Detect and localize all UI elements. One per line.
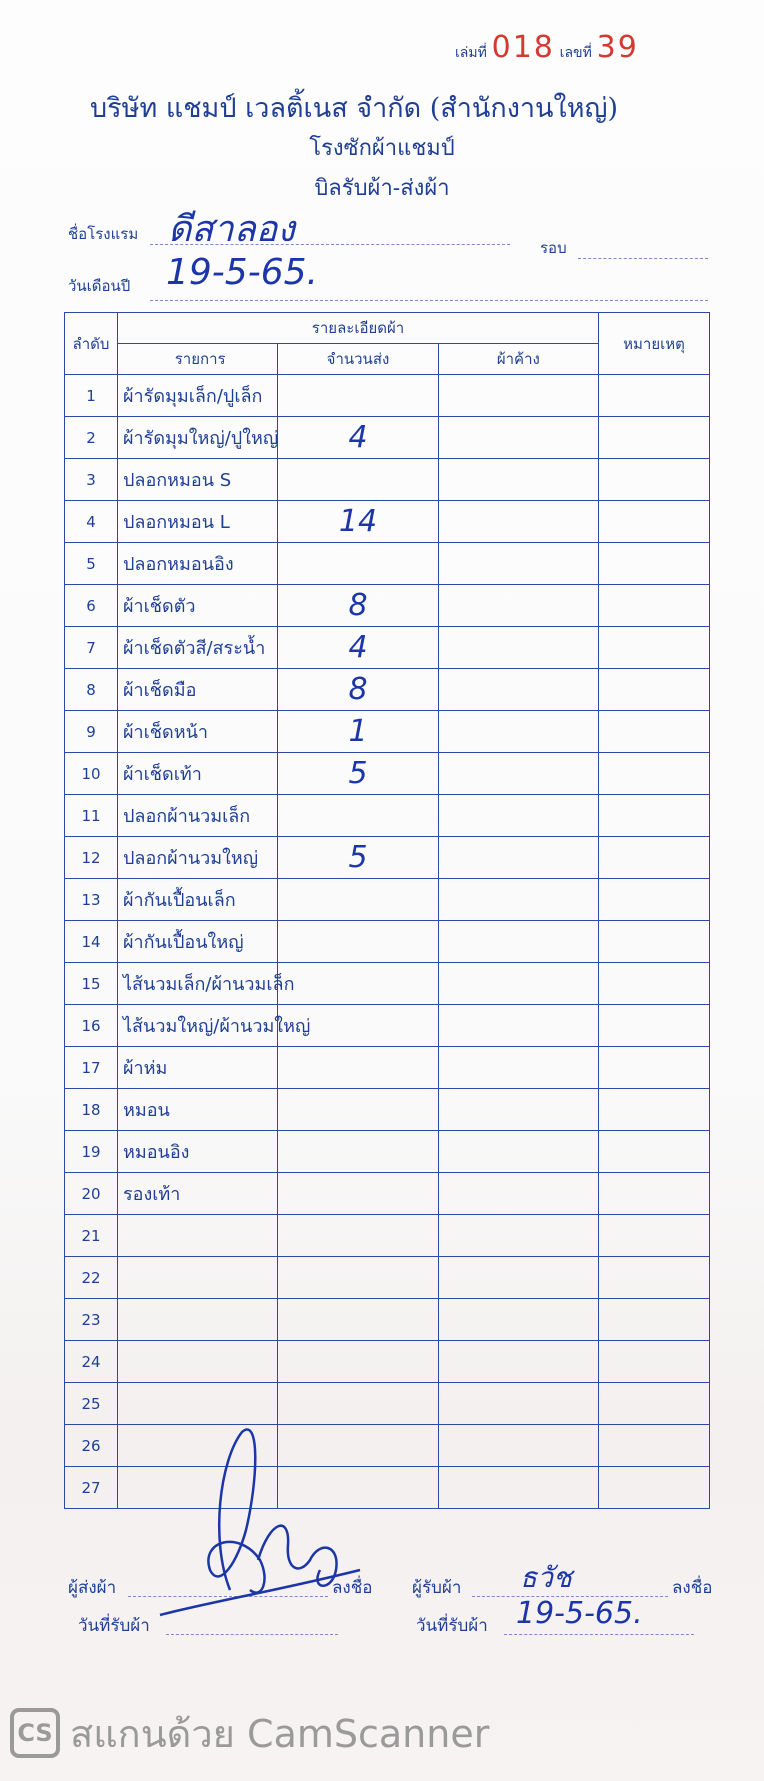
laundry-name: โรงซักผ้าแชมป์	[309, 136, 455, 161]
row-quantity	[278, 1173, 438, 1215]
row-note	[599, 879, 710, 921]
row-pending	[438, 795, 598, 837]
header-item: รายการ	[118, 344, 278, 375]
header-qty: จำนวนส่ง	[278, 344, 438, 375]
row-item	[118, 1215, 278, 1257]
row-pending	[438, 1299, 598, 1341]
table-row	[65, 501, 710, 543]
row-quantity	[278, 585, 438, 627]
row-number: 7	[65, 627, 118, 669]
table-row	[65, 669, 710, 711]
row-quantity	[278, 627, 438, 669]
table-row	[65, 795, 710, 837]
row-item: ปลอกผ้านวมเล็ก	[118, 795, 278, 837]
row-quantity	[278, 837, 438, 879]
row-note	[599, 753, 710, 795]
handwritten-quantity: 4	[348, 420, 368, 455]
row-note	[599, 1131, 710, 1173]
row-item: ปลอกผ้านวมใหญ่	[118, 837, 278, 879]
table-row	[65, 963, 710, 1005]
row-quantity	[278, 1047, 438, 1089]
receiver-sign-label: ลงชื่อ	[672, 1578, 713, 1598]
row-pending	[438, 459, 598, 501]
hotel-value: ดีสาลอง	[168, 209, 295, 250]
round-label: รอบ	[540, 239, 567, 257]
row-number: 17	[65, 1047, 118, 1089]
table-row	[65, 1299, 710, 1341]
row-number: 15	[65, 963, 118, 1005]
row-pending	[438, 543, 598, 585]
row-quantity	[278, 711, 438, 753]
header-no: ลำดับ	[65, 313, 118, 375]
row-number: 10	[65, 753, 118, 795]
handwritten-quantity: 4	[348, 630, 368, 665]
row-number: 3	[65, 459, 118, 501]
round-line	[578, 258, 708, 259]
row-quantity	[278, 1089, 438, 1131]
table-body	[65, 375, 710, 1509]
row-note	[599, 1215, 710, 1257]
row-note	[599, 501, 710, 543]
table-row	[65, 1383, 710, 1425]
row-quantity	[278, 1341, 438, 1383]
handwritten-quantity: 8	[348, 672, 368, 707]
table-row	[65, 375, 710, 417]
row-note	[599, 1341, 710, 1383]
row-note	[599, 1005, 710, 1047]
row-number: 1	[65, 375, 118, 417]
company-name: บริษัท แชมป์ เวลติ้เนส จำกัด (สำนักงานใหญ่)	[90, 93, 619, 124]
row-item	[118, 1299, 278, 1341]
receive-date-line-left	[166, 1634, 338, 1635]
book-label: เล่มที่	[455, 45, 487, 61]
row-item: ปลอกหมอน L	[118, 501, 278, 543]
row-item: ผ้าเช็ดตัวสี/สระน้ำ	[118, 627, 278, 669]
row-note	[599, 375, 710, 417]
row-number: 18	[65, 1089, 118, 1131]
row-note	[599, 963, 710, 1005]
laundry-table	[64, 312, 710, 1509]
camscanner-logo: CS	[10, 1708, 60, 1758]
row-item: ผ้าห่ม	[118, 1047, 278, 1089]
row-note	[599, 1299, 710, 1341]
row-number: 13	[65, 879, 118, 921]
row-quantity	[278, 1383, 438, 1425]
row-quantity	[278, 417, 438, 459]
row-number: 2	[65, 417, 118, 459]
row-pending	[438, 669, 598, 711]
receive-date-label-right: วันที่รับผ้า	[416, 1616, 488, 1636]
row-item: ผ้ารัดมุมเล็ก/ปูเล็ก	[118, 375, 278, 417]
camscanner-watermark	[10, 1708, 489, 1758]
handwritten-quantity: 5	[348, 756, 368, 791]
row-quantity	[278, 543, 438, 585]
table-row	[65, 711, 710, 753]
date-line	[150, 300, 708, 301]
row-quantity	[278, 795, 438, 837]
sender-sign-label: ลงชื่อ	[332, 1578, 373, 1598]
row-quantity	[278, 963, 438, 1005]
row-quantity	[278, 921, 438, 963]
row-pending	[438, 1425, 598, 1467]
table-row	[65, 1173, 710, 1215]
row-number: 14	[65, 921, 118, 963]
row-pending	[438, 1005, 598, 1047]
row-note	[599, 585, 710, 627]
row-number: 11	[65, 795, 118, 837]
row-quantity	[278, 753, 438, 795]
row-quantity	[278, 669, 438, 711]
table-row	[65, 879, 710, 921]
camscanner-text: สแกนด้วย CamScanner	[70, 1711, 490, 1756]
row-number: 23	[65, 1299, 118, 1341]
row-number: 12	[65, 837, 118, 879]
table-row	[65, 1089, 710, 1131]
row-number: 21	[65, 1215, 118, 1257]
document-title: บิลรับผ้า-ส่งผ้า	[314, 176, 450, 201]
row-pending	[438, 501, 598, 543]
row-quantity	[278, 459, 438, 501]
row-note	[599, 1383, 710, 1425]
row-pending	[438, 963, 598, 1005]
table-row	[65, 1131, 710, 1173]
sender-label: ผู้ส่งผ้า	[68, 1578, 117, 1598]
row-pending	[438, 1131, 598, 1173]
round-field	[540, 236, 567, 260]
row-note	[599, 795, 710, 837]
row-item	[118, 1383, 278, 1425]
row-item: ผ้าเช็ดมือ	[118, 669, 278, 711]
row-number: 24	[65, 1341, 118, 1383]
table-row	[65, 543, 710, 585]
row-note	[599, 1047, 710, 1089]
row-item	[118, 1257, 278, 1299]
row-note	[599, 417, 710, 459]
row-pending	[438, 1089, 598, 1131]
row-pending	[438, 1383, 598, 1425]
table-row	[65, 1005, 710, 1047]
row-quantity	[278, 1257, 438, 1299]
row-pending	[438, 753, 598, 795]
row-pending	[438, 1173, 598, 1215]
header-note: หมายเหตุ	[599, 313, 710, 375]
date-field	[68, 274, 130, 298]
row-number: 20	[65, 1173, 118, 1215]
row-number: 26	[65, 1425, 118, 1467]
row-item: ผ้ากันเปื้อนเล็ก	[118, 879, 278, 921]
row-item: ผ้าเช็ดหน้า	[118, 711, 278, 753]
row-pending	[438, 1257, 598, 1299]
row-number: 22	[65, 1257, 118, 1299]
table-row	[65, 627, 710, 669]
row-note	[599, 1089, 710, 1131]
date-label: วันเดือนปี	[68, 277, 131, 295]
row-note	[599, 1257, 710, 1299]
receive-date-line-right	[504, 1634, 694, 1635]
row-number: 19	[65, 1131, 118, 1173]
sender-signature	[150, 1420, 390, 1620]
table-row	[65, 585, 710, 627]
table-row	[65, 837, 710, 879]
row-note	[599, 543, 710, 585]
row-pending	[438, 1467, 598, 1509]
row-item: ผ้ารัดมุมใหญ่/ปูใหญ่	[118, 417, 278, 459]
row-note	[599, 837, 710, 879]
row-item: ปลอกหมอนอิง	[118, 543, 278, 585]
handwritten-quantity: 14	[338, 504, 378, 539]
table-row	[65, 1215, 710, 1257]
row-item: หมอน	[118, 1089, 278, 1131]
row-note	[599, 711, 710, 753]
row-pending	[438, 921, 598, 963]
handwritten-quantity: 1	[348, 714, 368, 749]
number-label: เลขที่	[559, 45, 592, 61]
handwritten-quantity: 5	[348, 840, 368, 875]
date-value: 19-5-65.	[166, 252, 318, 293]
row-number: 5	[65, 543, 118, 585]
row-item: ไส้นวมเล็ก/ผ้านวมเล็ก	[118, 963, 278, 1005]
table-row	[65, 1341, 710, 1383]
receiver-value: ธวัช	[520, 1561, 572, 1594]
row-quantity	[278, 375, 438, 417]
row-quantity	[278, 1131, 438, 1173]
row-number: 16	[65, 1005, 118, 1047]
receive-date-value: 19-5-65.	[516, 1596, 643, 1631]
row-pending	[438, 711, 598, 753]
table-row	[65, 459, 710, 501]
table-row	[65, 753, 710, 795]
row-pending	[438, 1215, 598, 1257]
book-number: 018	[491, 30, 555, 65]
row-number: 9	[65, 711, 118, 753]
row-note	[599, 1173, 710, 1215]
row-pending	[438, 1047, 598, 1089]
row-item: ไส้นวมใหญ่/ผ้านวมใหญ่	[118, 1005, 278, 1047]
row-number: 25	[65, 1383, 118, 1425]
table-row	[65, 1257, 710, 1299]
row-pending	[438, 375, 598, 417]
table-row	[65, 921, 710, 963]
receive-date-label-left: วันที่รับผ้า	[78, 1616, 150, 1636]
receiver-label: ผู้รับผ้า	[412, 1578, 462, 1598]
row-item: ผ้าเช็ดตัว	[118, 585, 278, 627]
bill-number: 39	[596, 30, 639, 65]
row-note	[599, 627, 710, 669]
row-pending	[438, 837, 598, 879]
row-item: หมอนอิง	[118, 1131, 278, 1173]
row-item: ปลอกหมอน S	[118, 459, 278, 501]
row-pending	[438, 879, 598, 921]
handwritten-quantity: 8	[348, 588, 368, 623]
row-pending	[438, 417, 598, 459]
header-detail: รายละเอียดผ้า	[118, 313, 599, 344]
row-note	[599, 1467, 710, 1509]
row-note	[599, 669, 710, 711]
header-pending: ผ้าค้าง	[438, 344, 598, 375]
row-quantity	[278, 501, 438, 543]
hotel-label: ชื่อโรงแรม	[68, 225, 139, 243]
row-pending	[438, 585, 598, 627]
row-number: 8	[65, 669, 118, 711]
row-item	[118, 1341, 278, 1383]
row-item: ผ้ากันเปื้อนใหญ่	[118, 921, 278, 963]
hotel-field	[68, 222, 138, 246]
row-number: 27	[65, 1467, 118, 1509]
row-note	[599, 1425, 710, 1467]
row-note	[599, 459, 710, 501]
row-quantity	[278, 1299, 438, 1341]
row-number: 6	[65, 585, 118, 627]
book-number-line	[455, 30, 715, 70]
row-item: ผ้าเช็ดเท้า	[118, 753, 278, 795]
row-quantity	[278, 879, 438, 921]
table-row	[65, 1047, 710, 1089]
row-note	[599, 921, 710, 963]
row-item: รองเท้า	[118, 1173, 278, 1215]
row-quantity	[278, 1215, 438, 1257]
row-number: 4	[65, 501, 118, 543]
row-pending	[438, 627, 598, 669]
row-pending	[438, 1341, 598, 1383]
table-row	[65, 417, 710, 459]
